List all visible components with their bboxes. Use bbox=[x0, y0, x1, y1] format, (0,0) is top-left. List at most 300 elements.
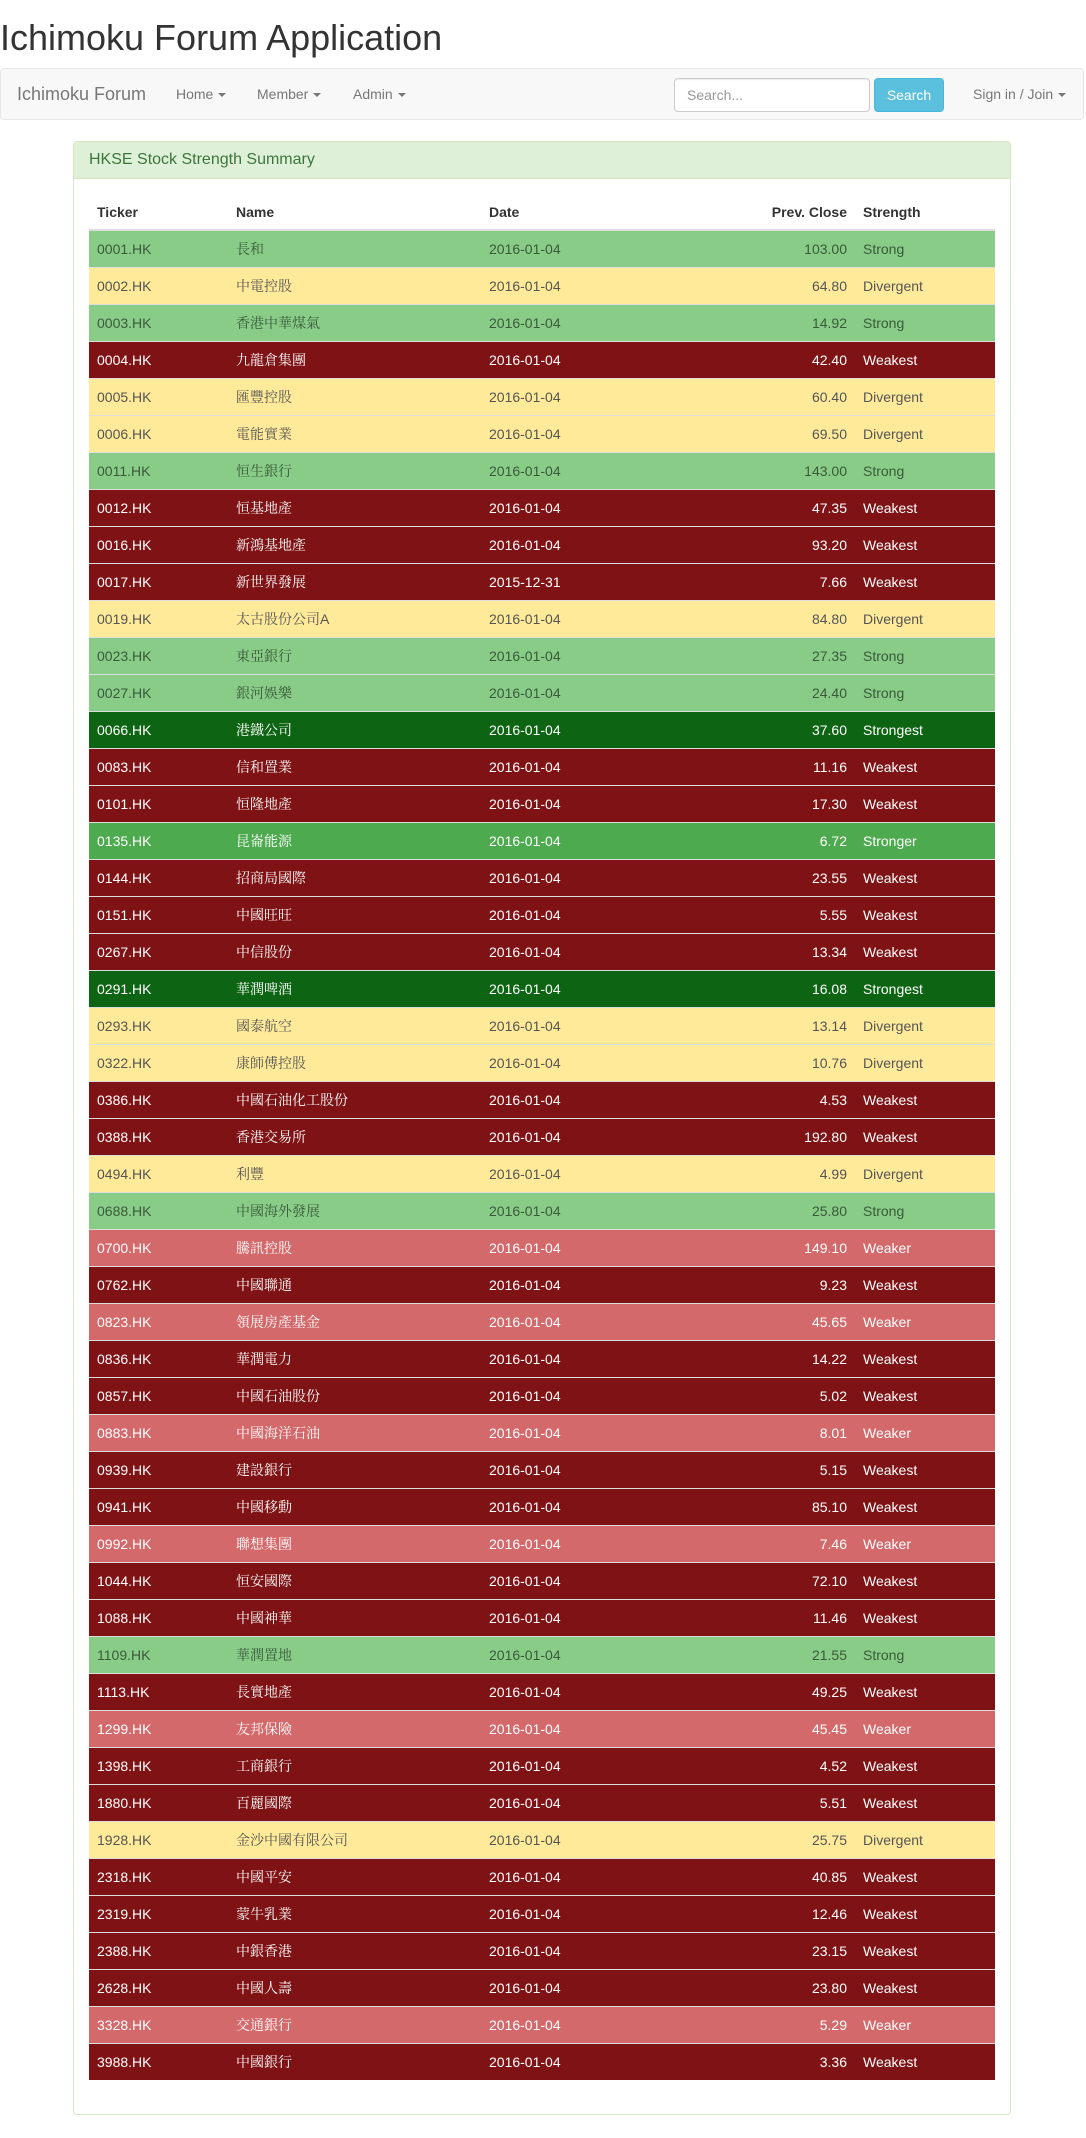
company-name-cell: 中國聯通 bbox=[228, 1266, 481, 1303]
date-cell: 2016-01-04 bbox=[481, 859, 664, 896]
prev-close-cell: 9.23 bbox=[664, 1266, 855, 1303]
company-name-cell: 銀河娛樂 bbox=[228, 674, 481, 711]
ticker-cell: 0494.HK bbox=[89, 1155, 228, 1192]
prev-close-cell: 23.55 bbox=[664, 859, 855, 896]
company-name-cell: 中信股份 bbox=[228, 933, 481, 970]
company-name-cell: 康師傅控股 bbox=[228, 1044, 481, 1081]
company-name-cell: 恒基地產 bbox=[228, 489, 481, 526]
table-row[interactable] bbox=[89, 1303, 995, 1340]
ticker-cell: 0939.HK bbox=[89, 1451, 228, 1488]
company-name-cell: 金沙中國有限公司 bbox=[228, 1821, 481, 1858]
table-row[interactable] bbox=[89, 378, 995, 415]
company-name-cell: 友邦保險 bbox=[228, 1710, 481, 1747]
ticker-cell: 0006.HK bbox=[89, 415, 228, 452]
strength-cell: Weakest bbox=[855, 1266, 995, 1303]
company-name-cell: 華潤置地 bbox=[228, 1636, 481, 1673]
prev-close-cell: 10.76 bbox=[664, 1044, 855, 1081]
date-cell: 2016-01-04 bbox=[481, 1821, 664, 1858]
date-cell: 2016-01-04 bbox=[481, 600, 664, 637]
prev-close-cell: 64.80 bbox=[664, 267, 855, 304]
ticker-cell: 0005.HK bbox=[89, 378, 228, 415]
date-cell: 2016-01-04 bbox=[481, 970, 664, 1007]
company-name-cell: 恒生銀行 bbox=[228, 452, 481, 489]
prev-close-cell: 45.65 bbox=[664, 1303, 855, 1340]
company-name-cell: 中國海洋石油 bbox=[228, 1414, 481, 1451]
strength-cell: Weakest bbox=[855, 1784, 995, 1821]
prev-close-cell: 7.66 bbox=[664, 563, 855, 600]
company-name-cell: 匯豐控股 bbox=[228, 378, 481, 415]
date-cell: 2016-01-04 bbox=[481, 1673, 664, 1710]
table-row[interactable] bbox=[89, 1266, 995, 1303]
date-cell: 2016-01-04 bbox=[481, 1451, 664, 1488]
table-row[interactable] bbox=[89, 859, 995, 896]
date-cell: 2016-01-04 bbox=[481, 1525, 664, 1562]
table-row[interactable] bbox=[89, 1192, 995, 1229]
column-header-ticker: Ticker bbox=[89, 194, 228, 230]
caret-down-icon bbox=[313, 93, 321, 97]
table-row[interactable] bbox=[89, 489, 995, 526]
table-row[interactable] bbox=[89, 267, 995, 304]
table-row[interactable] bbox=[89, 970, 995, 1007]
table-row[interactable] bbox=[89, 563, 995, 600]
ticker-cell: 2388.HK bbox=[89, 1932, 228, 1969]
prev-close-cell: 3.36 bbox=[664, 2043, 855, 2080]
ticker-cell: 0836.HK bbox=[89, 1340, 228, 1377]
ticker-cell: 0700.HK bbox=[89, 1229, 228, 1266]
table-row[interactable] bbox=[89, 1044, 995, 1081]
table-row[interactable] bbox=[89, 415, 995, 452]
prev-close-cell: 25.75 bbox=[664, 1821, 855, 1858]
prev-close-cell: 4.99 bbox=[664, 1155, 855, 1192]
nav-member-label: Member bbox=[257, 86, 309, 102]
company-name-cell: 國泰航空 bbox=[228, 1007, 481, 1044]
navbar bbox=[0, 68, 1084, 120]
date-cell: 2016-01-04 bbox=[481, 230, 664, 267]
company-name-cell: 信和置業 bbox=[228, 748, 481, 785]
date-cell: 2016-01-04 bbox=[481, 1599, 664, 1636]
ticker-cell: 0857.HK bbox=[89, 1377, 228, 1414]
column-header-date: Date bbox=[481, 194, 664, 230]
search-input[interactable] bbox=[674, 78, 870, 112]
company-name-cell: 中國平安 bbox=[228, 1858, 481, 1895]
date-cell: 2015-12-31 bbox=[481, 563, 664, 600]
strength-cell: Weakest bbox=[855, 563, 995, 600]
ticker-cell: 1880.HK bbox=[89, 1784, 228, 1821]
prev-close-cell: 23.80 bbox=[664, 1969, 855, 2006]
company-name-cell: 招商局國際 bbox=[228, 859, 481, 896]
strength-cell: Strongest bbox=[855, 970, 995, 1007]
strength-cell: Divergent bbox=[855, 1044, 995, 1081]
date-cell: 2016-01-04 bbox=[481, 1414, 664, 1451]
ticker-cell: 3328.HK bbox=[89, 2006, 228, 2043]
table-row[interactable] bbox=[89, 1007, 995, 1044]
strength-cell: Weakest bbox=[855, 1377, 995, 1414]
company-name-cell: 香港交易所 bbox=[228, 1118, 481, 1155]
ticker-cell: 0992.HK bbox=[89, 1525, 228, 1562]
date-cell: 2016-01-04 bbox=[481, 452, 664, 489]
date-cell: 2016-01-04 bbox=[481, 933, 664, 970]
nav-admin-dropdown[interactable] bbox=[353, 69, 406, 119]
table-row[interactable] bbox=[89, 785, 995, 822]
table-row[interactable] bbox=[89, 1451, 995, 1488]
ticker-cell: 0001.HK bbox=[89, 230, 228, 267]
table-row[interactable] bbox=[89, 748, 995, 785]
prev-close-cell: 93.20 bbox=[664, 526, 855, 563]
date-cell: 2016-01-04 bbox=[481, 1266, 664, 1303]
date-cell: 2016-01-04 bbox=[481, 341, 664, 378]
date-cell: 2016-01-04 bbox=[481, 1858, 664, 1895]
prev-close-cell: 40.85 bbox=[664, 1858, 855, 1895]
ticker-cell: 1044.HK bbox=[89, 1562, 228, 1599]
strength-cell: Strong bbox=[855, 304, 995, 341]
table-row[interactable] bbox=[89, 1636, 995, 1673]
table-row[interactable] bbox=[89, 2006, 995, 2043]
ticker-cell: 0017.HK bbox=[89, 563, 228, 600]
prev-close-cell: 5.51 bbox=[664, 1784, 855, 1821]
date-cell: 2016-01-04 bbox=[481, 2006, 664, 2043]
company-name-cell: 中國石油股份 bbox=[228, 1377, 481, 1414]
table-row[interactable] bbox=[89, 1969, 995, 2006]
prev-close-cell: 143.00 bbox=[664, 452, 855, 489]
company-name-cell: 昆崙能源 bbox=[228, 822, 481, 859]
table-row[interactable] bbox=[89, 1414, 995, 1451]
date-cell: 2016-01-04 bbox=[481, 1747, 664, 1784]
company-name-cell: 工商銀行 bbox=[228, 1747, 481, 1784]
date-cell: 2016-01-04 bbox=[481, 711, 664, 748]
ticker-cell: 0012.HK bbox=[89, 489, 228, 526]
ticker-cell: 0023.HK bbox=[89, 637, 228, 674]
prev-close-cell: 42.40 bbox=[664, 341, 855, 378]
ticker-cell: 0823.HK bbox=[89, 1303, 228, 1340]
page-title: Ichimoku Forum Application bbox=[0, 17, 443, 58]
ticker-cell: 0151.HK bbox=[89, 896, 228, 933]
column-header-name: Name bbox=[228, 194, 481, 230]
date-cell: 2016-01-04 bbox=[481, 1118, 664, 1155]
table-row[interactable] bbox=[89, 526, 995, 563]
nav-admin-label: Admin bbox=[353, 86, 393, 102]
ticker-cell: 0941.HK bbox=[89, 1488, 228, 1525]
strength-cell: Weakest bbox=[855, 1562, 995, 1599]
date-cell: 2016-01-04 bbox=[481, 489, 664, 526]
table-row[interactable] bbox=[89, 1895, 995, 1932]
date-cell: 2016-01-04 bbox=[481, 1488, 664, 1525]
nav-home-dropdown[interactable] bbox=[176, 69, 226, 119]
nav-member-dropdown[interactable] bbox=[257, 69, 321, 119]
date-cell: 2016-01-04 bbox=[481, 1932, 664, 1969]
company-name-cell: 新世界發展 bbox=[228, 563, 481, 600]
company-name-cell: 聯想集團 bbox=[228, 1525, 481, 1562]
table-row[interactable] bbox=[89, 452, 995, 489]
company-name-cell: 太古股份公司A bbox=[228, 600, 481, 637]
strength-cell: Weakest bbox=[855, 1081, 995, 1118]
stock-summary-panel bbox=[73, 141, 1011, 2115]
ticker-cell: 0083.HK bbox=[89, 748, 228, 785]
company-name-cell: 香港中華煤氣 bbox=[228, 304, 481, 341]
sign-in-label: Sign in / Join bbox=[973, 86, 1054, 102]
strength-cell: Strong bbox=[855, 1192, 995, 1229]
ticker-cell: 0267.HK bbox=[89, 933, 228, 970]
date-cell: 2016-01-04 bbox=[481, 378, 664, 415]
date-cell: 2016-01-04 bbox=[481, 1081, 664, 1118]
strength-cell: Weaker bbox=[855, 2006, 995, 2043]
table-row[interactable] bbox=[89, 1118, 995, 1155]
company-name-cell: 港鐵公司 bbox=[228, 711, 481, 748]
strength-cell: Weakest bbox=[855, 1858, 995, 1895]
strength-cell: Weakest bbox=[855, 1969, 995, 2006]
company-name-cell: 華潤啤酒 bbox=[228, 970, 481, 1007]
company-name-cell: 中國銀行 bbox=[228, 2043, 481, 2080]
ticker-cell: 0293.HK bbox=[89, 1007, 228, 1044]
ticker-cell: 0003.HK bbox=[89, 304, 228, 341]
strength-cell: Weakest bbox=[855, 1340, 995, 1377]
prev-close-cell: 21.55 bbox=[664, 1636, 855, 1673]
company-name-cell: 恒安國際 bbox=[228, 1562, 481, 1599]
strength-cell: Divergent bbox=[855, 1155, 995, 1192]
table-row[interactable] bbox=[89, 1229, 995, 1266]
company-name-cell: 騰訊控股 bbox=[228, 1229, 481, 1266]
prev-close-cell: 103.00 bbox=[664, 230, 855, 267]
ticker-cell: 1113.HK bbox=[89, 1673, 228, 1710]
table-row[interactable] bbox=[89, 230, 995, 267]
prev-close-cell: 49.25 bbox=[664, 1673, 855, 1710]
strength-cell: Strong bbox=[855, 1636, 995, 1673]
table-row[interactable] bbox=[89, 933, 995, 970]
date-cell: 2016-01-04 bbox=[481, 1303, 664, 1340]
ticker-cell: 2628.HK bbox=[89, 1969, 228, 2006]
table-row[interactable] bbox=[89, 1340, 995, 1377]
table-row[interactable] bbox=[89, 1821, 995, 1858]
date-cell: 2016-01-04 bbox=[481, 1229, 664, 1266]
column-header-strength: Strength bbox=[855, 194, 995, 230]
ticker-cell: 1088.HK bbox=[89, 1599, 228, 1636]
date-cell: 2016-01-04 bbox=[481, 1562, 664, 1599]
strength-cell: Divergent bbox=[855, 1821, 995, 1858]
prev-close-cell: 5.55 bbox=[664, 896, 855, 933]
sign-in-dropdown[interactable] bbox=[973, 69, 1066, 119]
prev-close-cell: 13.14 bbox=[664, 1007, 855, 1044]
strength-cell: Weakest bbox=[855, 489, 995, 526]
strength-cell: Weaker bbox=[855, 1229, 995, 1266]
table-row[interactable] bbox=[89, 1081, 995, 1118]
company-name-cell: 長和 bbox=[228, 230, 481, 267]
prev-close-cell: 5.02 bbox=[664, 1377, 855, 1414]
ticker-cell: 0019.HK bbox=[89, 600, 228, 637]
date-cell: 2016-01-04 bbox=[481, 267, 664, 304]
prev-close-cell: 4.53 bbox=[664, 1081, 855, 1118]
table-row[interactable] bbox=[89, 1562, 995, 1599]
prev-close-cell: 17.30 bbox=[664, 785, 855, 822]
ticker-cell: 0011.HK bbox=[89, 452, 228, 489]
company-name-cell: 中國神華 bbox=[228, 1599, 481, 1636]
company-name-cell: 恒隆地產 bbox=[228, 785, 481, 822]
prev-close-cell: 12.46 bbox=[664, 1895, 855, 1932]
prev-close-cell: 85.10 bbox=[664, 1488, 855, 1525]
strength-cell: Strong bbox=[855, 637, 995, 674]
table-row[interactable] bbox=[89, 1673, 995, 1710]
table-row[interactable] bbox=[89, 1784, 995, 1821]
company-name-cell: 建設銀行 bbox=[228, 1451, 481, 1488]
strength-cell: Weaker bbox=[855, 1710, 995, 1747]
table-row[interactable] bbox=[89, 1710, 995, 1747]
prev-close-cell: 13.34 bbox=[664, 933, 855, 970]
strength-cell: Weakest bbox=[855, 2043, 995, 2080]
date-cell: 2016-01-04 bbox=[481, 526, 664, 563]
date-cell: 2016-01-04 bbox=[481, 1710, 664, 1747]
table-row[interactable] bbox=[89, 600, 995, 637]
ticker-cell: 0322.HK bbox=[89, 1044, 228, 1081]
strength-cell: Weaker bbox=[855, 1525, 995, 1562]
prev-close-cell: 5.15 bbox=[664, 1451, 855, 1488]
table-row[interactable] bbox=[89, 1599, 995, 1636]
table-row[interactable] bbox=[89, 674, 995, 711]
ticker-cell: 0135.HK bbox=[89, 822, 228, 859]
table-row[interactable] bbox=[89, 1377, 995, 1414]
ticker-cell: 0101.HK bbox=[89, 785, 228, 822]
table-row[interactable] bbox=[89, 2043, 995, 2080]
date-cell: 2016-01-04 bbox=[481, 1636, 664, 1673]
strength-cell: Strong bbox=[855, 452, 995, 489]
table-row[interactable] bbox=[89, 711, 995, 748]
company-name-cell: 蒙牛乳業 bbox=[228, 1895, 481, 1932]
company-name-cell: 中電控股 bbox=[228, 267, 481, 304]
table-row[interactable] bbox=[89, 637, 995, 674]
date-cell: 2016-01-04 bbox=[481, 1377, 664, 1414]
strength-cell: Divergent bbox=[855, 1007, 995, 1044]
company-name-cell: 中國海外發展 bbox=[228, 1192, 481, 1229]
date-cell: 2016-01-04 bbox=[481, 822, 664, 859]
company-name-cell: 利豐 bbox=[228, 1155, 481, 1192]
strength-cell: Strong bbox=[855, 230, 995, 267]
prev-close-cell: 14.92 bbox=[664, 304, 855, 341]
table-row[interactable] bbox=[89, 1488, 995, 1525]
prev-close-cell: 27.35 bbox=[664, 637, 855, 674]
strength-cell: Weakest bbox=[855, 1488, 995, 1525]
strength-cell: Weakest bbox=[855, 1118, 995, 1155]
company-name-cell: 新鴻基地產 bbox=[228, 526, 481, 563]
prev-close-cell: 4.52 bbox=[664, 1747, 855, 1784]
table-row[interactable] bbox=[89, 1525, 995, 1562]
ticker-cell: 0144.HK bbox=[89, 859, 228, 896]
column-header-prev-close: Prev. Close bbox=[664, 194, 855, 230]
strength-cell: Weakest bbox=[855, 1747, 995, 1784]
table-row[interactable] bbox=[89, 1155, 995, 1192]
date-cell: 2016-01-04 bbox=[481, 1340, 664, 1377]
strength-cell: Weaker bbox=[855, 1414, 995, 1451]
company-name-cell: 中國石油化工股份 bbox=[228, 1081, 481, 1118]
table-row[interactable] bbox=[89, 822, 995, 859]
prev-close-cell: 84.80 bbox=[664, 600, 855, 637]
caret-down-icon bbox=[218, 93, 226, 97]
prev-close-cell: 37.60 bbox=[664, 711, 855, 748]
prev-close-cell: 6.72 bbox=[664, 822, 855, 859]
date-cell: 2016-01-04 bbox=[481, 674, 664, 711]
strength-cell: Strong bbox=[855, 674, 995, 711]
table-row[interactable] bbox=[89, 896, 995, 933]
navbar-brand[interactable]: Ichimoku Forum bbox=[17, 84, 147, 104]
ticker-cell: 0883.HK bbox=[89, 1414, 228, 1451]
strength-cell: Weakest bbox=[855, 933, 995, 970]
table-row[interactable] bbox=[89, 304, 995, 341]
date-cell: 2016-01-04 bbox=[481, 785, 664, 822]
strength-cell: Weakest bbox=[855, 526, 995, 563]
strength-cell: Divergent bbox=[855, 267, 995, 304]
company-name-cell: 九龍倉集團 bbox=[228, 341, 481, 378]
strength-cell: Weakest bbox=[855, 1932, 995, 1969]
strength-cell: Weakest bbox=[855, 785, 995, 822]
ticker-cell: 2318.HK bbox=[89, 1858, 228, 1895]
ticker-cell: 0027.HK bbox=[89, 674, 228, 711]
date-cell: 2016-01-04 bbox=[481, 1895, 664, 1932]
date-cell: 2016-01-04 bbox=[481, 304, 664, 341]
table-row[interactable] bbox=[89, 1932, 995, 1969]
ticker-cell: 0291.HK bbox=[89, 970, 228, 1007]
ticker-cell: 1299.HK bbox=[89, 1710, 228, 1747]
prev-close-cell: 8.01 bbox=[664, 1414, 855, 1451]
strength-cell: Weakest bbox=[855, 1599, 995, 1636]
strength-cell: Divergent bbox=[855, 378, 995, 415]
prev-close-cell: 47.35 bbox=[664, 489, 855, 526]
search-button[interactable]: Search bbox=[874, 78, 944, 112]
prev-close-cell: 192.80 bbox=[664, 1118, 855, 1155]
caret-down-icon bbox=[1058, 93, 1066, 97]
company-name-cell: 交通銀行 bbox=[228, 2006, 481, 2043]
strength-cell: Weakest bbox=[855, 859, 995, 896]
prev-close-cell: 11.46 bbox=[664, 1599, 855, 1636]
strength-cell: Strongest bbox=[855, 711, 995, 748]
prev-close-cell: 60.40 bbox=[664, 378, 855, 415]
prev-close-cell: 11.16 bbox=[664, 748, 855, 785]
prev-close-cell: 5.29 bbox=[664, 2006, 855, 2043]
ticker-cell: 1928.HK bbox=[89, 1821, 228, 1858]
ticker-cell: 0004.HK bbox=[89, 341, 228, 378]
ticker-cell: 0386.HK bbox=[89, 1081, 228, 1118]
date-cell: 2016-01-04 bbox=[481, 1969, 664, 2006]
ticker-cell: 0002.HK bbox=[89, 267, 228, 304]
strength-cell: Weakest bbox=[855, 1451, 995, 1488]
company-name-cell: 百麗國際 bbox=[228, 1784, 481, 1821]
prev-close-cell: 7.46 bbox=[664, 1525, 855, 1562]
date-cell: 2016-01-04 bbox=[481, 1007, 664, 1044]
table-row[interactable] bbox=[89, 1747, 995, 1784]
strength-cell: Weaker bbox=[855, 1303, 995, 1340]
company-name-cell: 中國旺旺 bbox=[228, 896, 481, 933]
date-cell: 2016-01-04 bbox=[481, 637, 664, 674]
strength-cell: Weakest bbox=[855, 1895, 995, 1932]
prev-close-cell: 25.80 bbox=[664, 1192, 855, 1229]
ticker-cell: 2319.HK bbox=[89, 1895, 228, 1932]
strength-cell: Weakest bbox=[855, 341, 995, 378]
strength-cell: Stronger bbox=[855, 822, 995, 859]
table-header-row bbox=[89, 194, 995, 230]
panel-title: HKSE Stock Strength Summary bbox=[74, 142, 1010, 179]
company-name-cell: 東亞銀行 bbox=[228, 637, 481, 674]
ticker-cell: 0066.HK bbox=[89, 711, 228, 748]
prev-close-cell: 45.45 bbox=[664, 1710, 855, 1747]
table-row[interactable] bbox=[89, 1858, 995, 1895]
strength-cell: Weakest bbox=[855, 748, 995, 785]
strength-cell: Weakest bbox=[855, 1673, 995, 1710]
company-name-cell: 中銀香港 bbox=[228, 1932, 481, 1969]
date-cell: 2016-01-04 bbox=[481, 1784, 664, 1821]
table-row[interactable] bbox=[89, 341, 995, 378]
strength-cell: Weakest bbox=[855, 896, 995, 933]
date-cell: 2016-01-04 bbox=[481, 896, 664, 933]
company-name-cell: 電能實業 bbox=[228, 415, 481, 452]
prev-close-cell: 16.08 bbox=[664, 970, 855, 1007]
company-name-cell: 中國人壽 bbox=[228, 1969, 481, 2006]
company-name-cell: 長實地產 bbox=[228, 1673, 481, 1710]
date-cell: 2016-01-04 bbox=[481, 1192, 664, 1229]
